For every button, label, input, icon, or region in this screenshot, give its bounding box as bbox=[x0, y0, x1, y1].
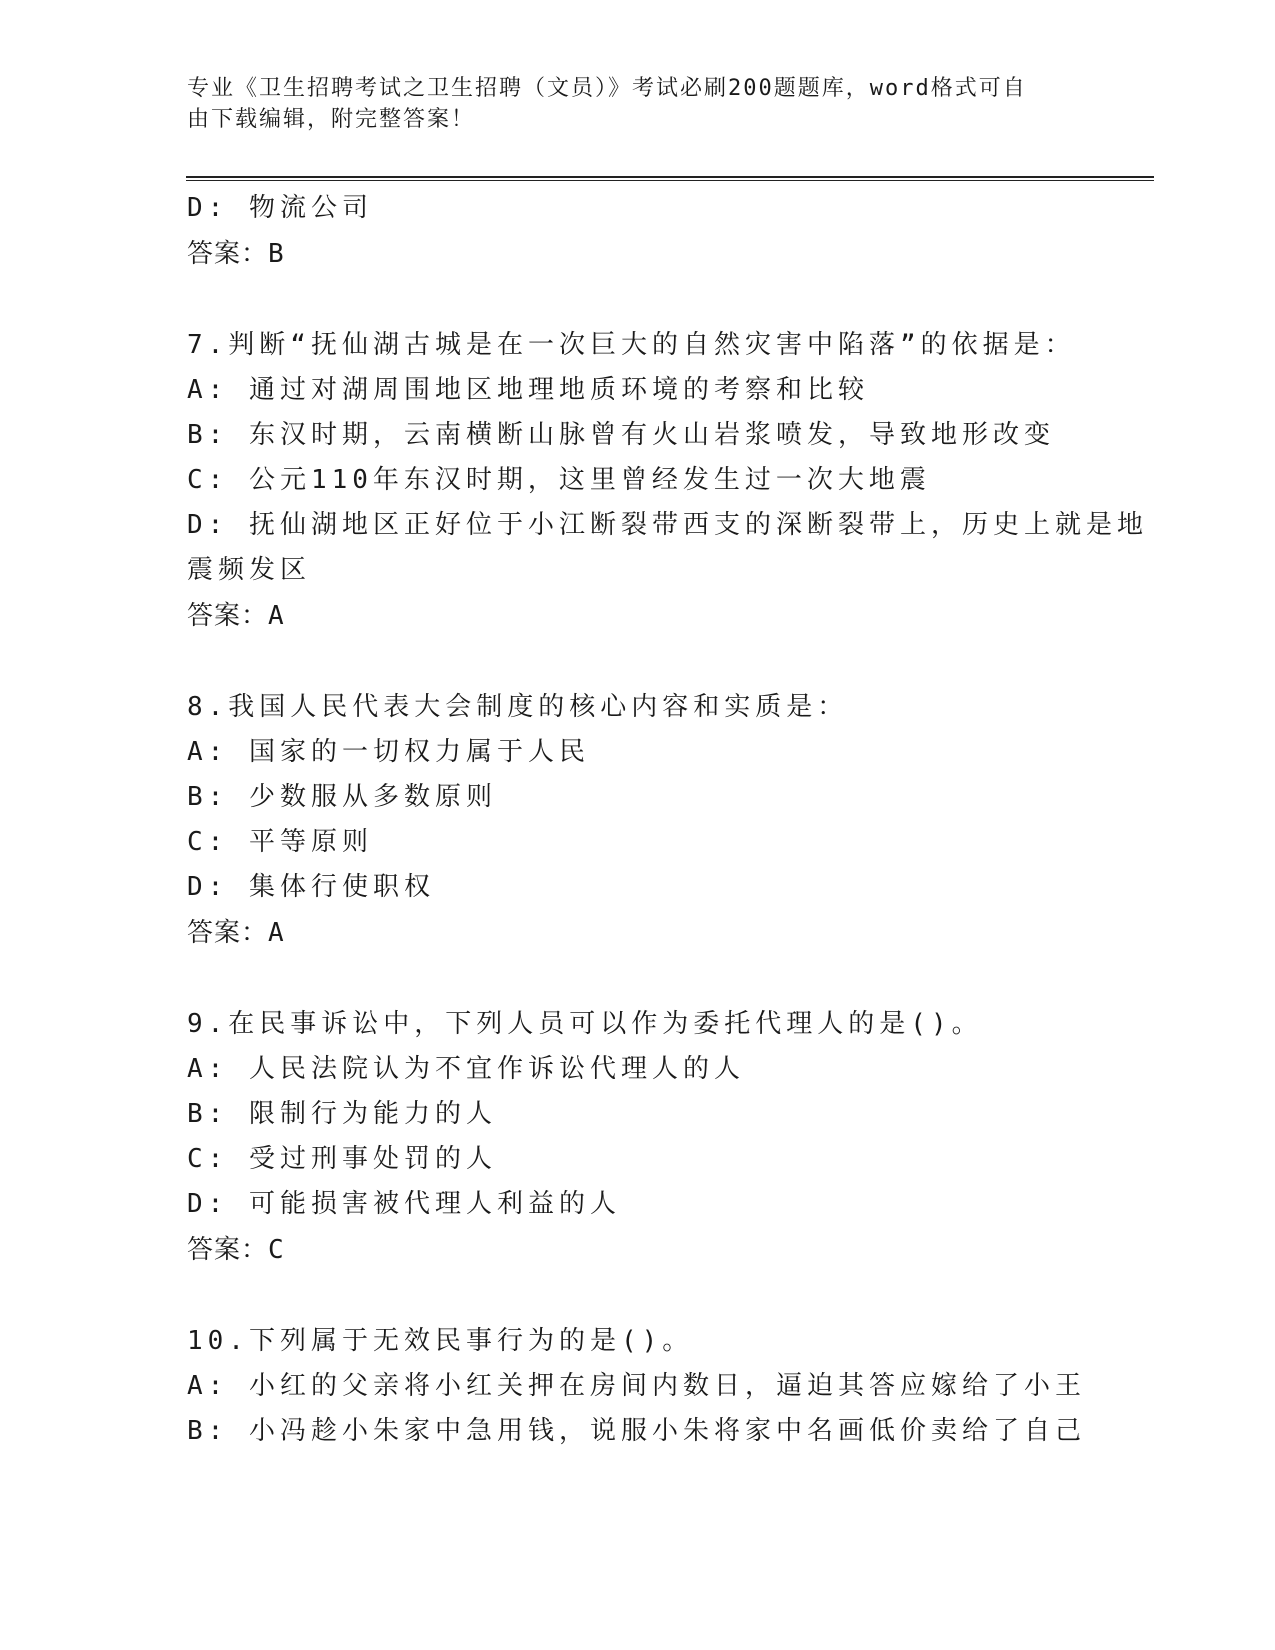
question-list bbox=[187, 186, 1148, 1454]
header-line-1: 专业《卫生招聘考试之卫生招聘（文员）》考试必刷200题题库，word格式可自 bbox=[187, 76, 1027, 101]
question-9 bbox=[187, 1002, 1087, 1273]
answer: 答案：C bbox=[187, 1235, 285, 1265]
question-7 bbox=[187, 323, 1148, 639]
option-c: C: 受过刑事处罚的人 bbox=[187, 1144, 497, 1174]
answer: 答案：A bbox=[187, 601, 285, 631]
option-d: D: 可能损害被代理人利益的人 bbox=[187, 1189, 621, 1219]
option-b: B: 小冯趁小朱家中急用钱，说服小朱将家中名画低价卖给了自己 bbox=[187, 1416, 1086, 1446]
option-d-continued: 震频发区 bbox=[187, 555, 312, 585]
header-divider bbox=[186, 176, 1154, 181]
option-b: B: 少数服从多数原则 bbox=[187, 782, 497, 812]
question-stem: 9.在民事诉讼中，下列人员可以作为委托代理人的是()。 bbox=[187, 1009, 983, 1039]
document-header bbox=[187, 73, 1067, 135]
question-6-tail bbox=[187, 186, 1087, 277]
option-a: A: 国家的一切权力属于人民 bbox=[187, 737, 590, 767]
question-stem: 8.我国人民代表大会制度的核心内容和实质是： bbox=[187, 692, 849, 722]
option-a: A: 人民法院认为不宜作诉讼代理人的人 bbox=[187, 1054, 745, 1084]
option-d: D: 集体行使职权 bbox=[187, 872, 435, 902]
spacer bbox=[187, 277, 1087, 323]
question-stem: 10.下列属于无效民事行为的是()。 bbox=[187, 1326, 694, 1356]
option-b: B: 限制行为能力的人 bbox=[187, 1099, 497, 1129]
header-line-2: 由下载编辑，附完整答案！ bbox=[187, 107, 476, 132]
option-c: C: 公元110年东汉时期，这里曾经发生过一次大地震 bbox=[187, 465, 931, 495]
spacer bbox=[187, 639, 1087, 685]
question-8 bbox=[187, 685, 1087, 956]
option-d: D: 物流公司 bbox=[187, 193, 373, 223]
question-stem: 7.判断“抚仙湖古城是在一次巨大的自然灾害中陷落”的依据是： bbox=[187, 330, 1076, 360]
option-b: B: 东汉时期，云南横断山脉曾有火山岩浆喷发，导致地形改变 bbox=[187, 420, 1055, 450]
spacer bbox=[187, 1273, 1087, 1319]
answer: 答案：B bbox=[187, 239, 285, 269]
option-a: A: 小红的父亲将小红关押在房间内数日，逼迫其答应嫁给了小王 bbox=[187, 1371, 1086, 1401]
option-a: A: 通过对湖周围地区地理地质环境的考察和比较 bbox=[187, 375, 869, 405]
answer: 答案：A bbox=[187, 918, 285, 948]
option-d: D: 抚仙湖地区正好位于小江断裂带西支的深断裂带上，历史上就是地 bbox=[187, 510, 1148, 540]
spacer bbox=[187, 956, 1087, 1002]
question-10 bbox=[187, 1319, 1087, 1454]
option-c: C: 平等原则 bbox=[187, 827, 373, 857]
